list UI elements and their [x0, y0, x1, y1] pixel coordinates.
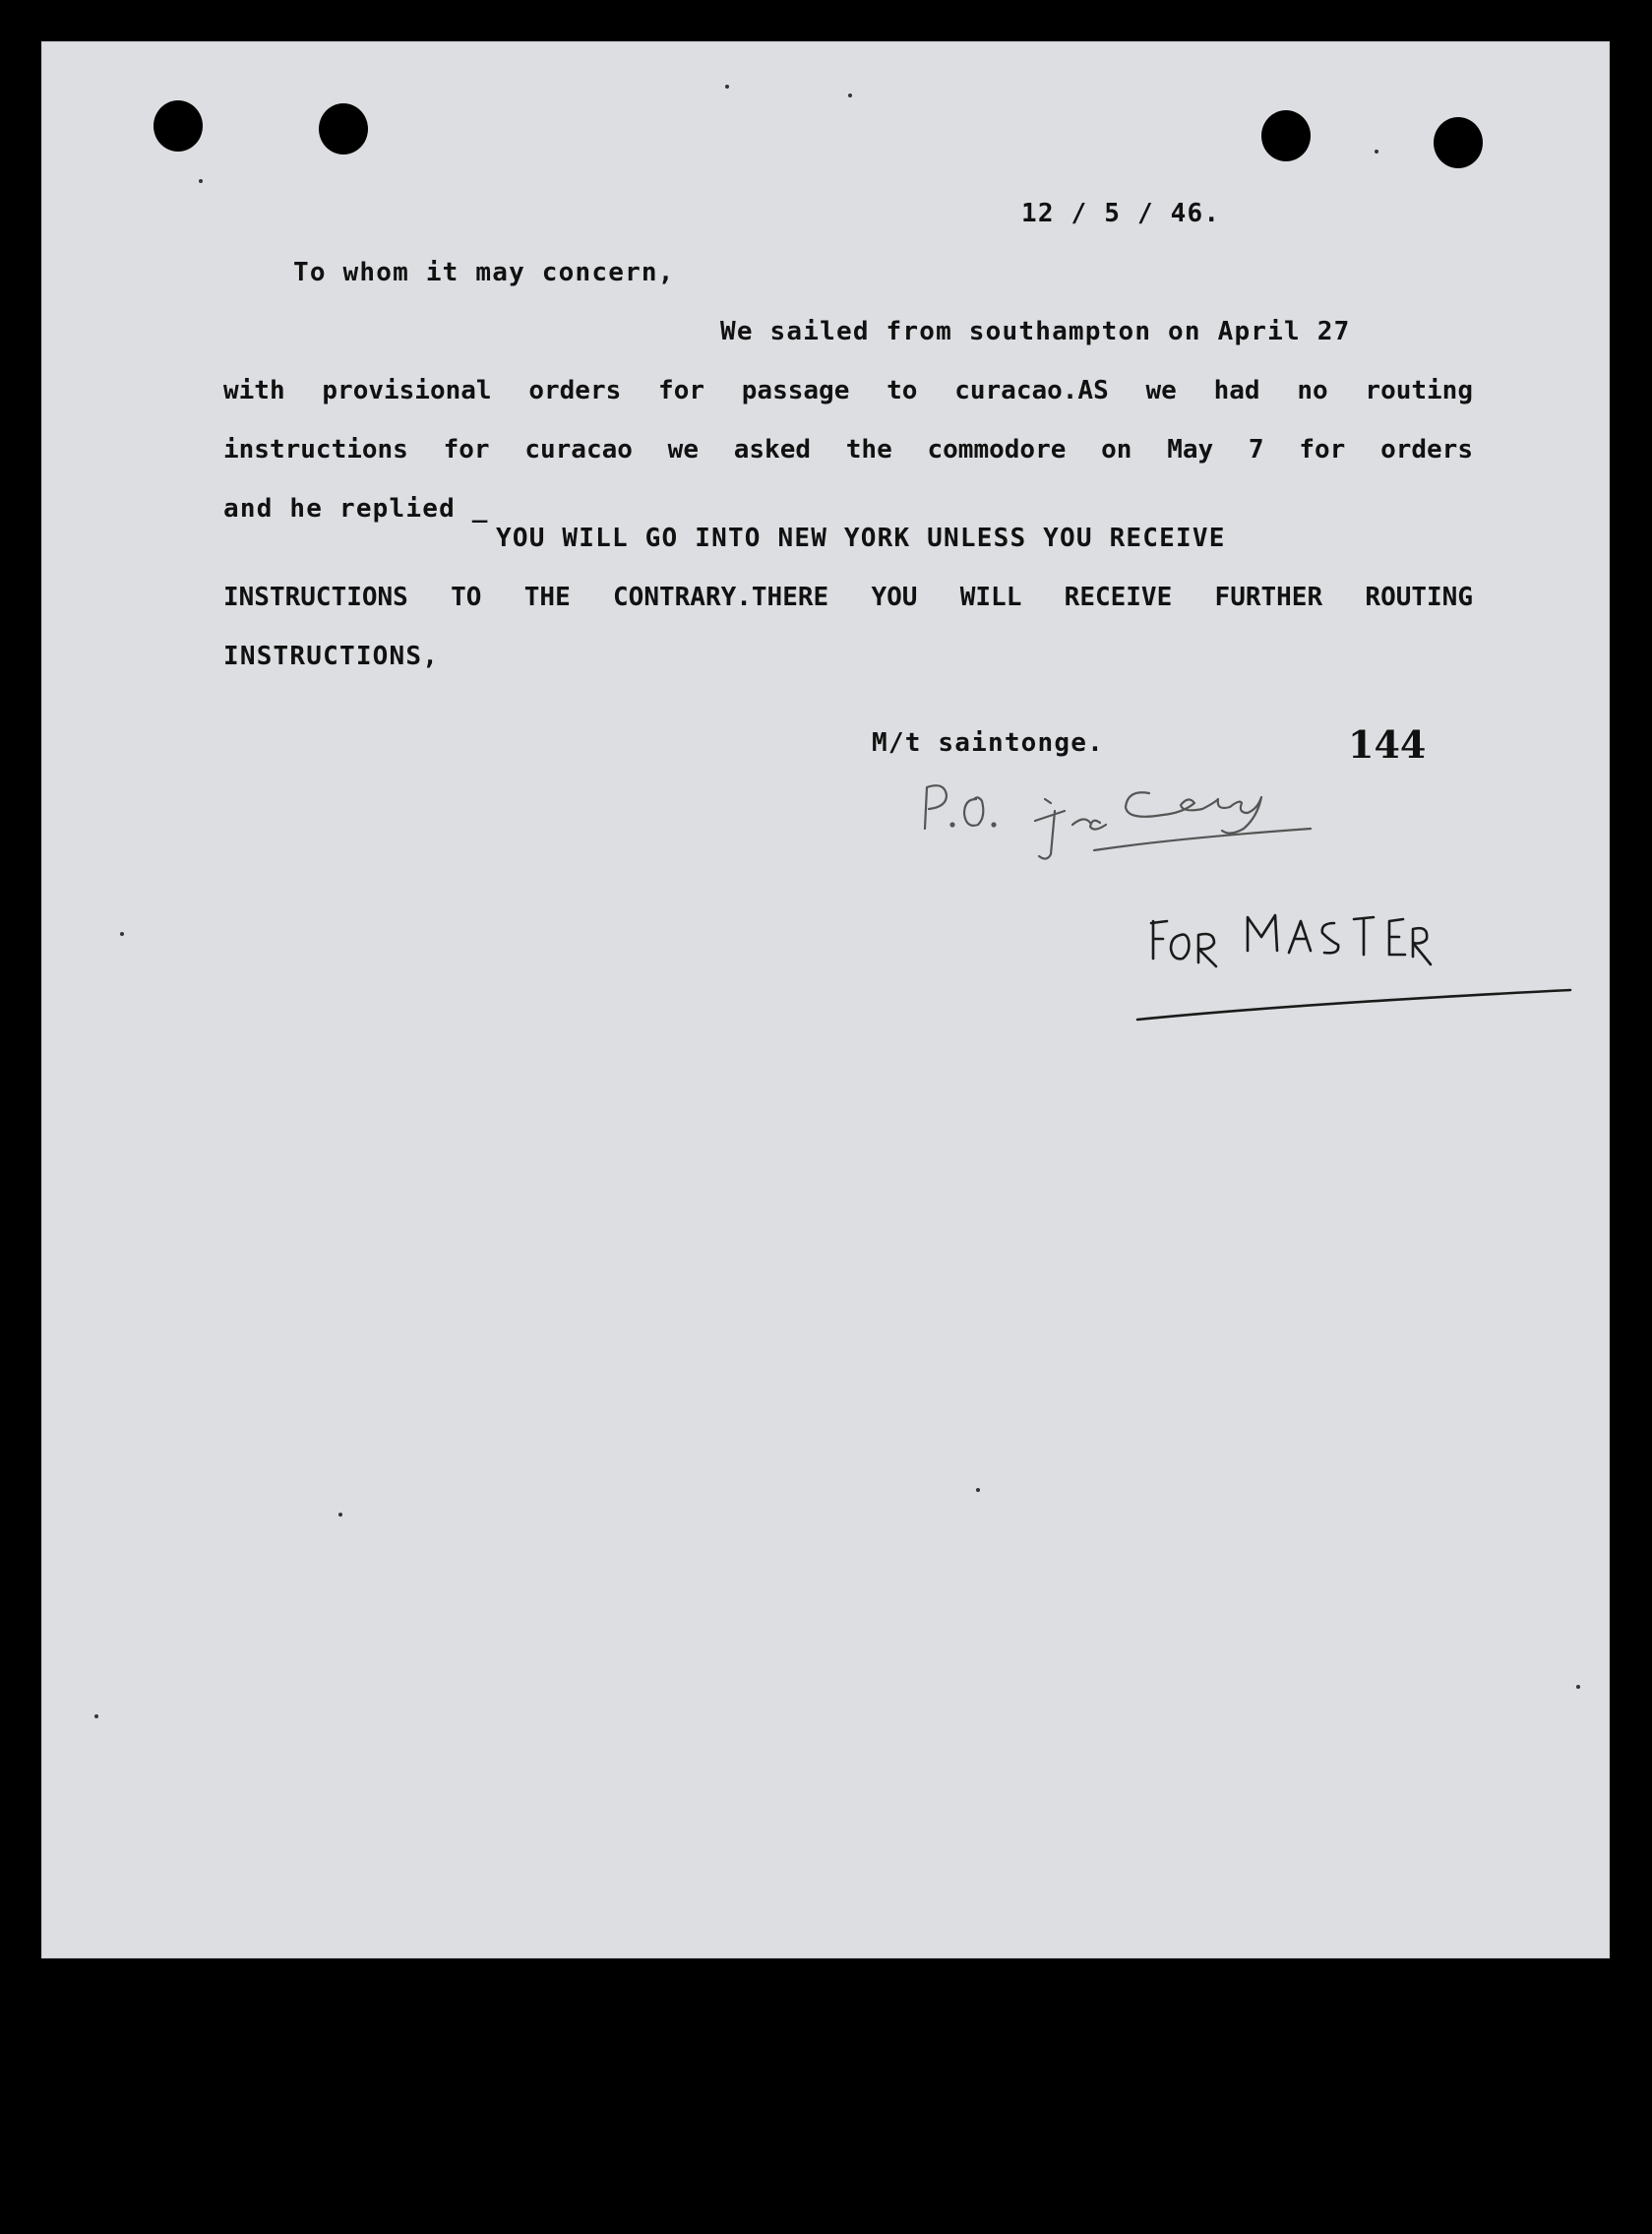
scan-speck — [976, 1488, 980, 1492]
punch-hole-1 — [153, 100, 203, 152]
letter-salutation: To whom it may concern, — [293, 258, 675, 287]
body-line-2: with provisional orders for passage to curacao.AS we had no routing — [223, 376, 1473, 405]
punch-hole-2 — [319, 103, 368, 155]
handwritten-po-signature — [917, 760, 1370, 898]
body-line-6: INSTRUCTIONS TO THE CONTRARY.THERE YOU WILL RECEIVE FURTHER ROUTING — [223, 583, 1473, 612]
body-line-4: and he replied _ — [223, 494, 489, 524]
scan-speck — [1576, 1685, 1580, 1689]
body-line-5: YOU WILL GO INTO NEW YORK UNLESS YOU RECEIVE — [496, 524, 1226, 553]
handwritten-for-master — [1098, 896, 1610, 1043]
body-line-3: instructions for curacao we asked the commodore on May 7 for orders — [223, 435, 1473, 465]
letter-date: 12 / 5 / 46. — [1021, 199, 1221, 228]
scan-speck — [94, 1714, 98, 1718]
scan-speck — [338, 1513, 342, 1517]
scan-speck — [120, 932, 124, 936]
punch-hole-4 — [1434, 117, 1483, 168]
body-line-7: INSTRUCTIONS, — [223, 642, 440, 671]
scan-speck — [199, 179, 203, 183]
scan-speck — [1375, 150, 1378, 154]
punch-hole-3 — [1261, 110, 1311, 161]
scan-speck — [848, 93, 852, 97]
page-number: 144 — [1348, 722, 1427, 767]
scan-speck — [725, 85, 729, 89]
body-line-1: We sailed from southampton on April 27 — [720, 317, 1351, 346]
letter-page — [41, 41, 1610, 1958]
ship-name: M/t saintonge. — [872, 728, 1104, 758]
